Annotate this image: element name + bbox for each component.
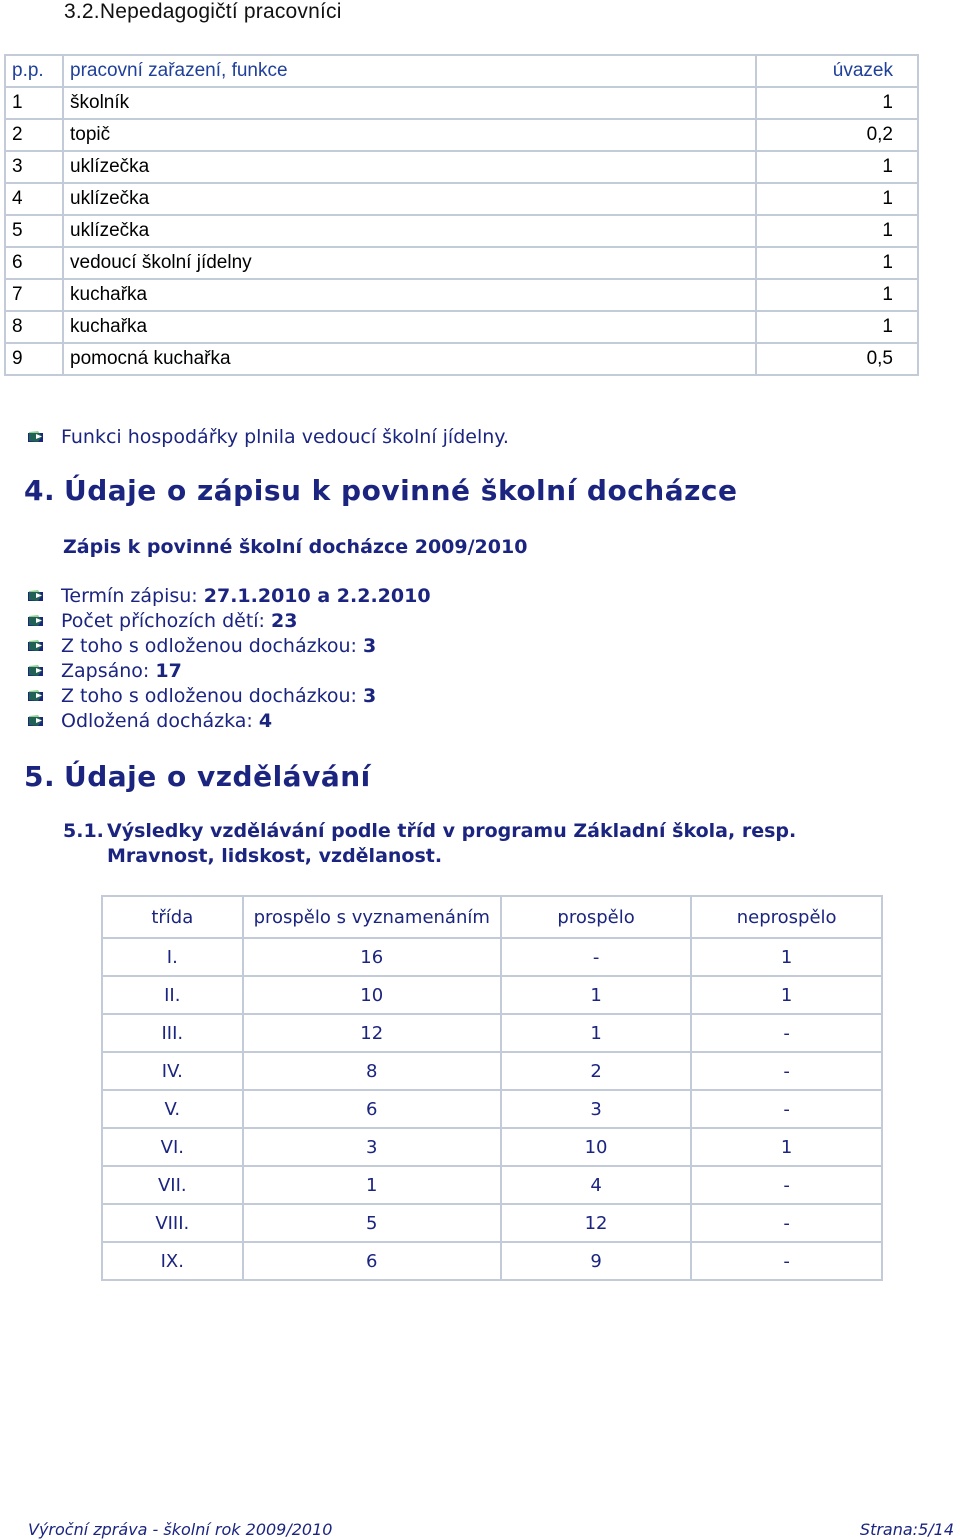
- table-row: [5, 311, 918, 343]
- table-cell: uklízečka: [63, 151, 756, 183]
- section51-title-line2: Mravnost, lidskost, vzdělanost.: [107, 845, 443, 867]
- table-cell: VII.: [102, 1166, 243, 1204]
- table-cell: uklízečka: [63, 215, 756, 247]
- list-item: [28, 660, 182, 682]
- table-cell: 1: [756, 311, 918, 343]
- table-cell: 1: [691, 938, 882, 976]
- table-cell: 1: [756, 279, 918, 311]
- list-item: [28, 685, 376, 707]
- table-row: [102, 1242, 882, 1280]
- table-row: [5, 183, 918, 215]
- table-cell: 10: [243, 976, 501, 1014]
- table-cell: 6: [243, 1242, 501, 1280]
- table-cell: -: [691, 1090, 882, 1128]
- table-row: [5, 87, 918, 119]
- table-row: [102, 1052, 882, 1090]
- item-value: 4: [258, 710, 273, 732]
- item-value: 3: [363, 635, 377, 657]
- table-row: [102, 976, 882, 1014]
- table-row: [5, 215, 918, 247]
- table-cell: 3: [243, 1128, 501, 1166]
- grades-table: [101, 895, 883, 1281]
- section4-subtitle: Zápis k povinné školní docházce 2009/2010: [63, 536, 528, 558]
- table-row: [5, 279, 918, 311]
- table-cell: úvazek: [756, 55, 918, 87]
- table-cell: V.: [102, 1090, 243, 1128]
- list-item: [28, 610, 297, 632]
- table-cell: II.: [102, 976, 243, 1014]
- table-cell: 4: [501, 1166, 691, 1204]
- table-cell: 2: [5, 119, 63, 151]
- table-cell: I.: [102, 938, 243, 976]
- table-cell: IV.: [102, 1052, 243, 1090]
- table-cell: 2: [501, 1052, 691, 1090]
- item-label: Počet příchozích dětí:: [61, 610, 271, 632]
- table-cell: pomocná kuchařka: [63, 343, 756, 375]
- staff-table-header: [5, 55, 918, 87]
- table-row: [102, 1204, 882, 1242]
- footer-page: Strana:5/14: [859, 1520, 954, 1539]
- table-cell: 5: [243, 1204, 501, 1242]
- item-value: 27.1.2010 a 2.2.2010: [203, 585, 431, 607]
- table-cell: 1: [501, 1014, 691, 1052]
- item-value: 17: [155, 660, 182, 682]
- table-cell: 1: [691, 976, 882, 1014]
- note-line: [28, 426, 509, 448]
- table-row: [5, 119, 918, 151]
- table-cell: 1: [691, 1128, 882, 1166]
- note-text: Funkci hospodářky plnila vedoucí školní jídelny.: [61, 426, 509, 448]
- table-cell: 1: [756, 87, 918, 119]
- table-cell: -: [691, 1014, 882, 1052]
- table-cell: 3: [501, 1090, 691, 1128]
- bullet-icon: [28, 640, 43, 651]
- item-label: Zapsáno:: [61, 660, 156, 682]
- table-cell: 0,2: [756, 119, 918, 151]
- section-heading: 3.2.Nepedagogičtí pracovníci: [64, 0, 342, 23]
- section51-title: 5.1. Výsledky vzdělávání podle tříd v programu Základní škola, resp.: [63, 820, 797, 842]
- table-row: [102, 1090, 882, 1128]
- table-cell: 4: [5, 183, 63, 215]
- table-cell: 5: [5, 215, 63, 247]
- table-cell: 7: [5, 279, 63, 311]
- table-row: [102, 1014, 882, 1052]
- table-cell: 6: [243, 1090, 501, 1128]
- table-row: [102, 938, 882, 976]
- table-cell: VI.: [102, 1128, 243, 1166]
- list-item: [28, 710, 272, 732]
- list-item: [28, 635, 376, 657]
- table-cell: 1: [756, 151, 918, 183]
- table-cell: 10: [501, 1128, 691, 1166]
- table-cell: -: [501, 938, 691, 976]
- table-cell: uklízečka: [63, 183, 756, 215]
- item-label: Odložená docházka:: [61, 710, 259, 732]
- table-cell: -: [691, 1052, 882, 1090]
- table-row: [5, 343, 918, 375]
- table-cell: 1: [243, 1166, 501, 1204]
- table-cell: 6: [5, 247, 63, 279]
- table-cell: kuchařka: [63, 311, 756, 343]
- item-value: 3: [363, 685, 377, 707]
- table-cell: 8: [5, 311, 63, 343]
- footer-left: Výroční zpráva - školní rok 2009/2010: [28, 1520, 333, 1539]
- table-cell: pracovní zařazení, funkce: [63, 55, 756, 87]
- table-cell: 9: [501, 1242, 691, 1280]
- table-cell: -: [691, 1166, 882, 1204]
- bullet-icon: [28, 615, 43, 626]
- table-row: [5, 151, 918, 183]
- table-cell: 1: [501, 976, 691, 1014]
- table-cell: 8: [243, 1052, 501, 1090]
- list-item: [28, 585, 431, 607]
- table-cell: 1: [756, 183, 918, 215]
- table-cell: 1: [756, 247, 918, 279]
- table-cell: 0,5: [756, 343, 918, 375]
- table-cell: 1: [756, 215, 918, 247]
- item-label: Termín zápisu:: [61, 585, 204, 607]
- column-header: třída: [102, 896, 243, 938]
- table-cell: 3: [5, 151, 63, 183]
- table-row: [5, 247, 918, 279]
- table-cell: školník: [63, 87, 756, 119]
- section5-title: 5. Údaje o vzdělávání: [24, 760, 371, 793]
- table-row: [102, 1128, 882, 1166]
- table-row: [102, 1166, 882, 1204]
- grades-table-header: [102, 896, 882, 938]
- table-cell: 1: [5, 87, 63, 119]
- table-cell: -: [691, 1242, 882, 1280]
- bullet-icon: [28, 690, 43, 701]
- table-cell: 12: [501, 1204, 691, 1242]
- table-cell: VIII.: [102, 1204, 243, 1242]
- table-cell: vedoucí školní jídelny: [63, 247, 756, 279]
- table-cell: IX.: [102, 1242, 243, 1280]
- table-cell: kuchařka: [63, 279, 756, 311]
- column-header: prospělo s vyznamenáním: [243, 896, 501, 938]
- bullet-icon: [28, 590, 43, 601]
- table-cell: -: [691, 1204, 882, 1242]
- table-cell: 9: [5, 343, 63, 375]
- staff-table: [4, 54, 919, 376]
- table-cell: 16: [243, 938, 501, 976]
- table-cell: p.p.: [5, 55, 63, 87]
- column-header: prospělo: [501, 896, 691, 938]
- item-value: 23: [271, 610, 298, 632]
- bullet-icon: [28, 715, 43, 726]
- table-cell: III.: [102, 1014, 243, 1052]
- table-cell: topič: [63, 119, 756, 151]
- bullet-icon: [28, 665, 43, 676]
- section4-title: 4. Údaje o zápisu k povinné školní docházce: [24, 474, 738, 507]
- column-header: neprospělo: [691, 896, 882, 938]
- bullet-icon: [28, 431, 43, 442]
- item-label: Z toho s odloženou docházkou:: [61, 635, 363, 657]
- table-cell: 12: [243, 1014, 501, 1052]
- item-label: Z toho s odloženou docházkou:: [61, 685, 363, 707]
